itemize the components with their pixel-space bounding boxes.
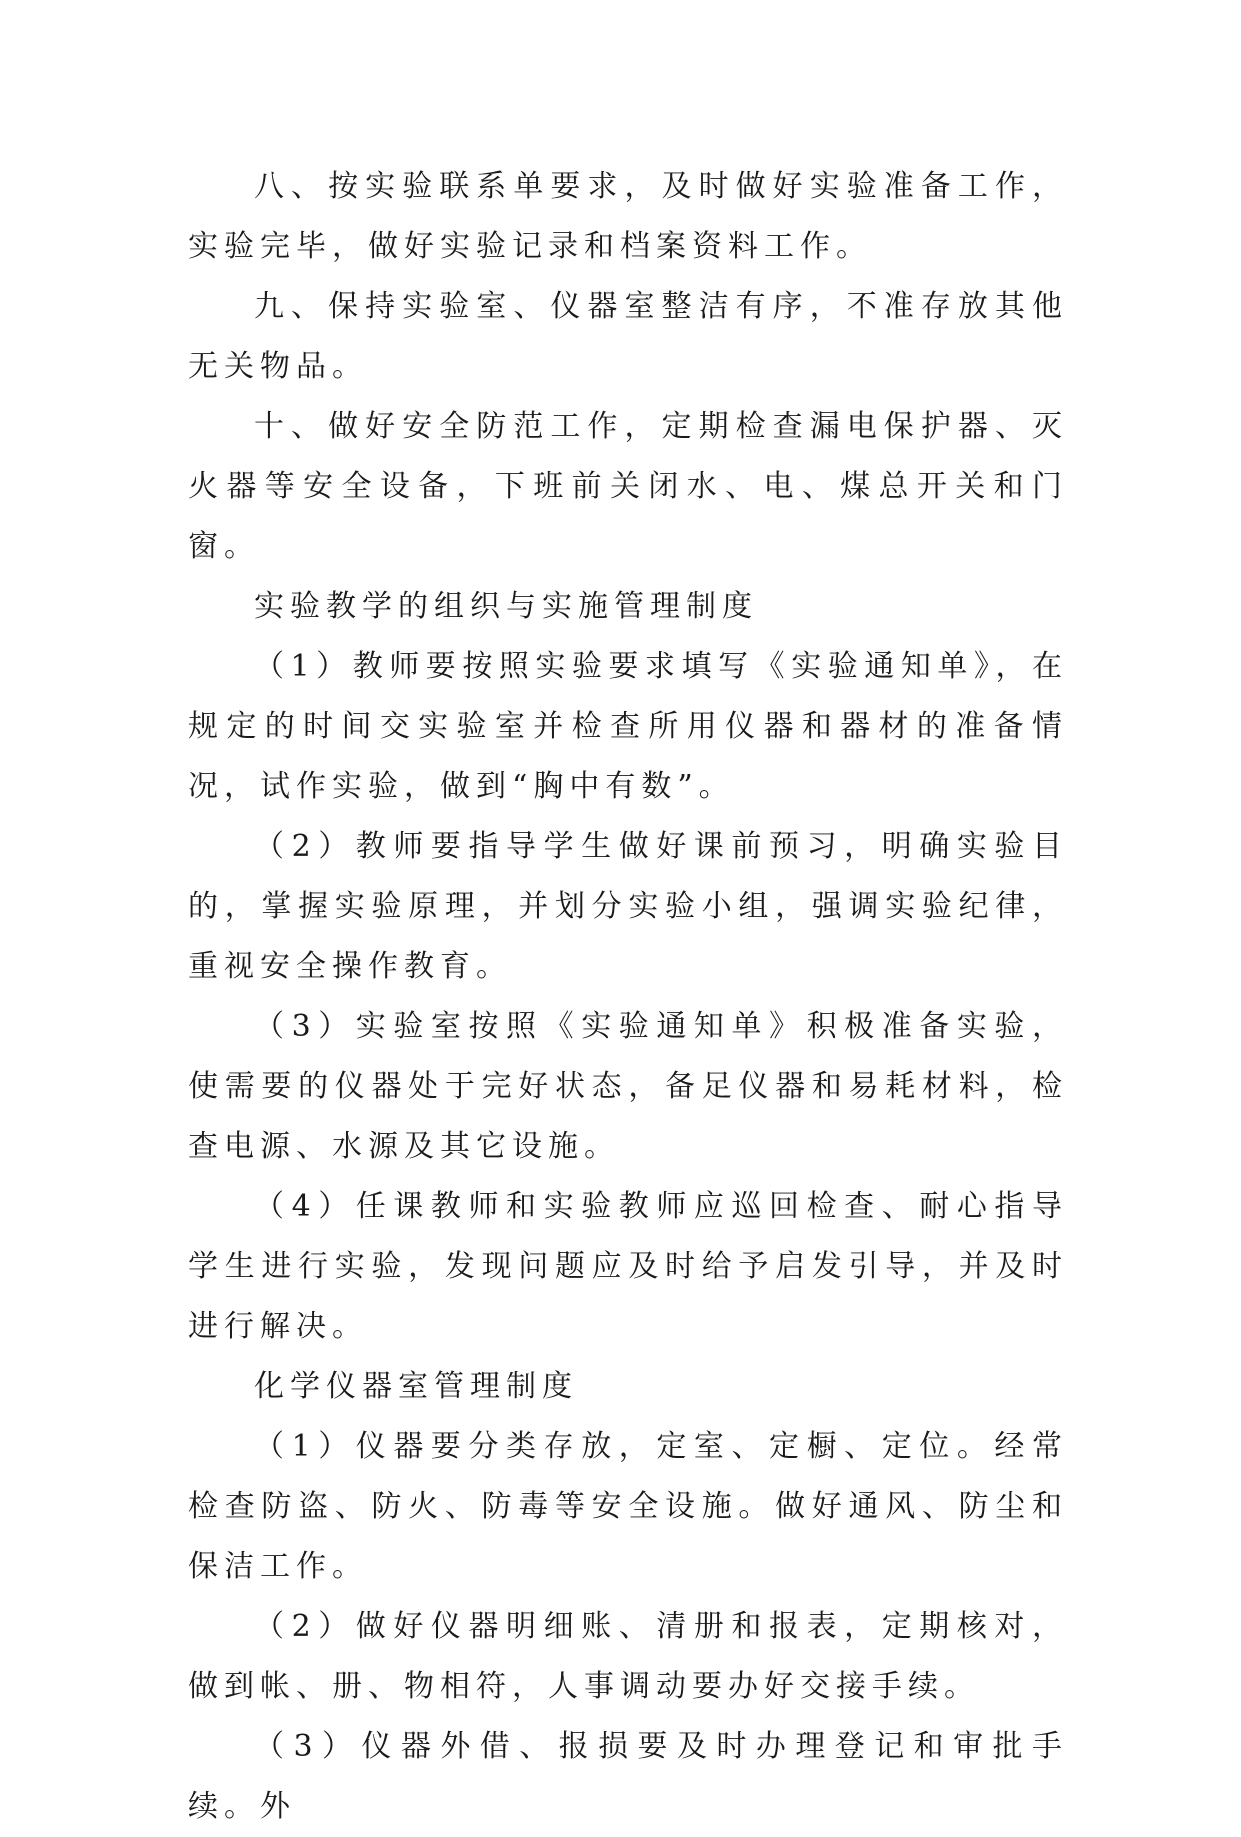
paragraph-teaching-3: （3）实验室按照《实验通知单》积极准备实验，使需要的仪器处于完好状态，备足仪器和易耗材料，检查电源、水源及其它设施。 (188, 1009, 1068, 1164)
paragraph-item-9: 九、保持实验室、仪器室整洁有序，不准存放其他无关物品。 (188, 289, 1068, 384)
paragraph-teaching-4: （4）任课教师和实验教师应巡回检查、耐心指导学生进行实验，发现问题应及时给予启发引导，并及时进行解决。 (188, 1189, 1068, 1344)
paragraph-instrument-1: （1）仪器要分类存放，定室、定橱、定位。经常检查防盗、防火、防毒等安全设施。做好通风、防尘和保洁工作。 (188, 1429, 1068, 1584)
paragraph-instrument-3: （3）仪器外借、报损要及时办理登记和审批手续。外 (188, 1729, 1068, 1824)
document-body (188, 157, 1068, 1837)
paragraph-teaching-1: （1）教师要按照实验要求填写《实验通知单》，在规定的时间交实验室并检查所用仪器和器材的准备情况，试作实验，做到“胸中有数”。 (188, 649, 1068, 804)
paragraph-item-10: 十、做好安全防范工作，定期检查漏电保护器、灭火器等安全设备，下班前关闭水、电、煤总开关和门窗。 (188, 409, 1068, 564)
paragraph-teaching-2: （2）教师要指导学生做好课前预习，明确实验目的，掌握实验原理，并划分实验小组，强调实验纪律，重视安全操作教育。 (188, 829, 1068, 984)
section-heading-chemistry-instrument-room: 化学仪器室管理制度 (254, 1369, 578, 1404)
paragraph-instrument-2: （2）做好仪器明细账、清册和报表，定期核对，做到帐、册、物相符，人事调动要办好交接手续。 (188, 1609, 1068, 1704)
paragraph-item-8: 八、按实验联系单要求，及时做好实验准备工作，实验完毕，做好实验记录和档案资料工作。 (188, 169, 1068, 264)
section-heading-experiment-teaching: 实验教学的组织与实施管理制度 (254, 589, 758, 624)
